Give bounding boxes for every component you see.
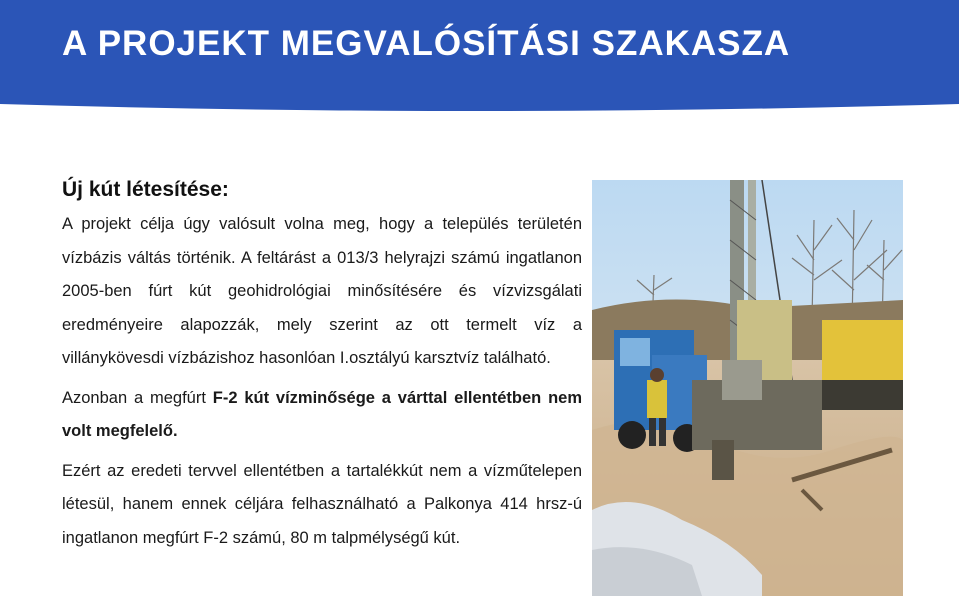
page-title: A PROJEKT MEGVALÓSÍTÁSI SZAKASZA — [62, 24, 791, 63]
paragraph-quality-text: Azonban a megfúrt — [62, 388, 213, 407]
paragraph-quality-emphasis: F-2 kút vízminősége a várttal ellentétben nem volt megfelelő. — [62, 388, 582, 440]
main-content — [62, 178, 582, 561]
header-banner — [0, 0, 959, 112]
paragraph-quality — [62, 382, 582, 449]
drilling-site-photo — [592, 180, 903, 596]
section-heading: Új kút létesítése: — [62, 178, 229, 201]
paragraph-intro: A projekt célja úgy valósult volna meg, hogy a település területén vízbázis váltás történik. A feltárást a 013/3 helyrajzi számú ingatlanon 2005-ben fúrt kút geohidrológiai minősítésére és vízvizsgálati eredményeire alapozzák, mely szerint az ott termelt víz a villánykövesdi vízbázishoz hasonlóan I.osztályú karsztvíz található. — [62, 215, 582, 367]
paragraph-conclusion: Ezért az eredeti tervvel ellentétben a tartalékkút nem a vízműtelepen létesül, hanem ennek céljára felhasználható a Palkonya 414 hrsz-ú ingatlanon megfúrt F-2 számú, 80 m talpmélységű kút. — [62, 461, 582, 547]
